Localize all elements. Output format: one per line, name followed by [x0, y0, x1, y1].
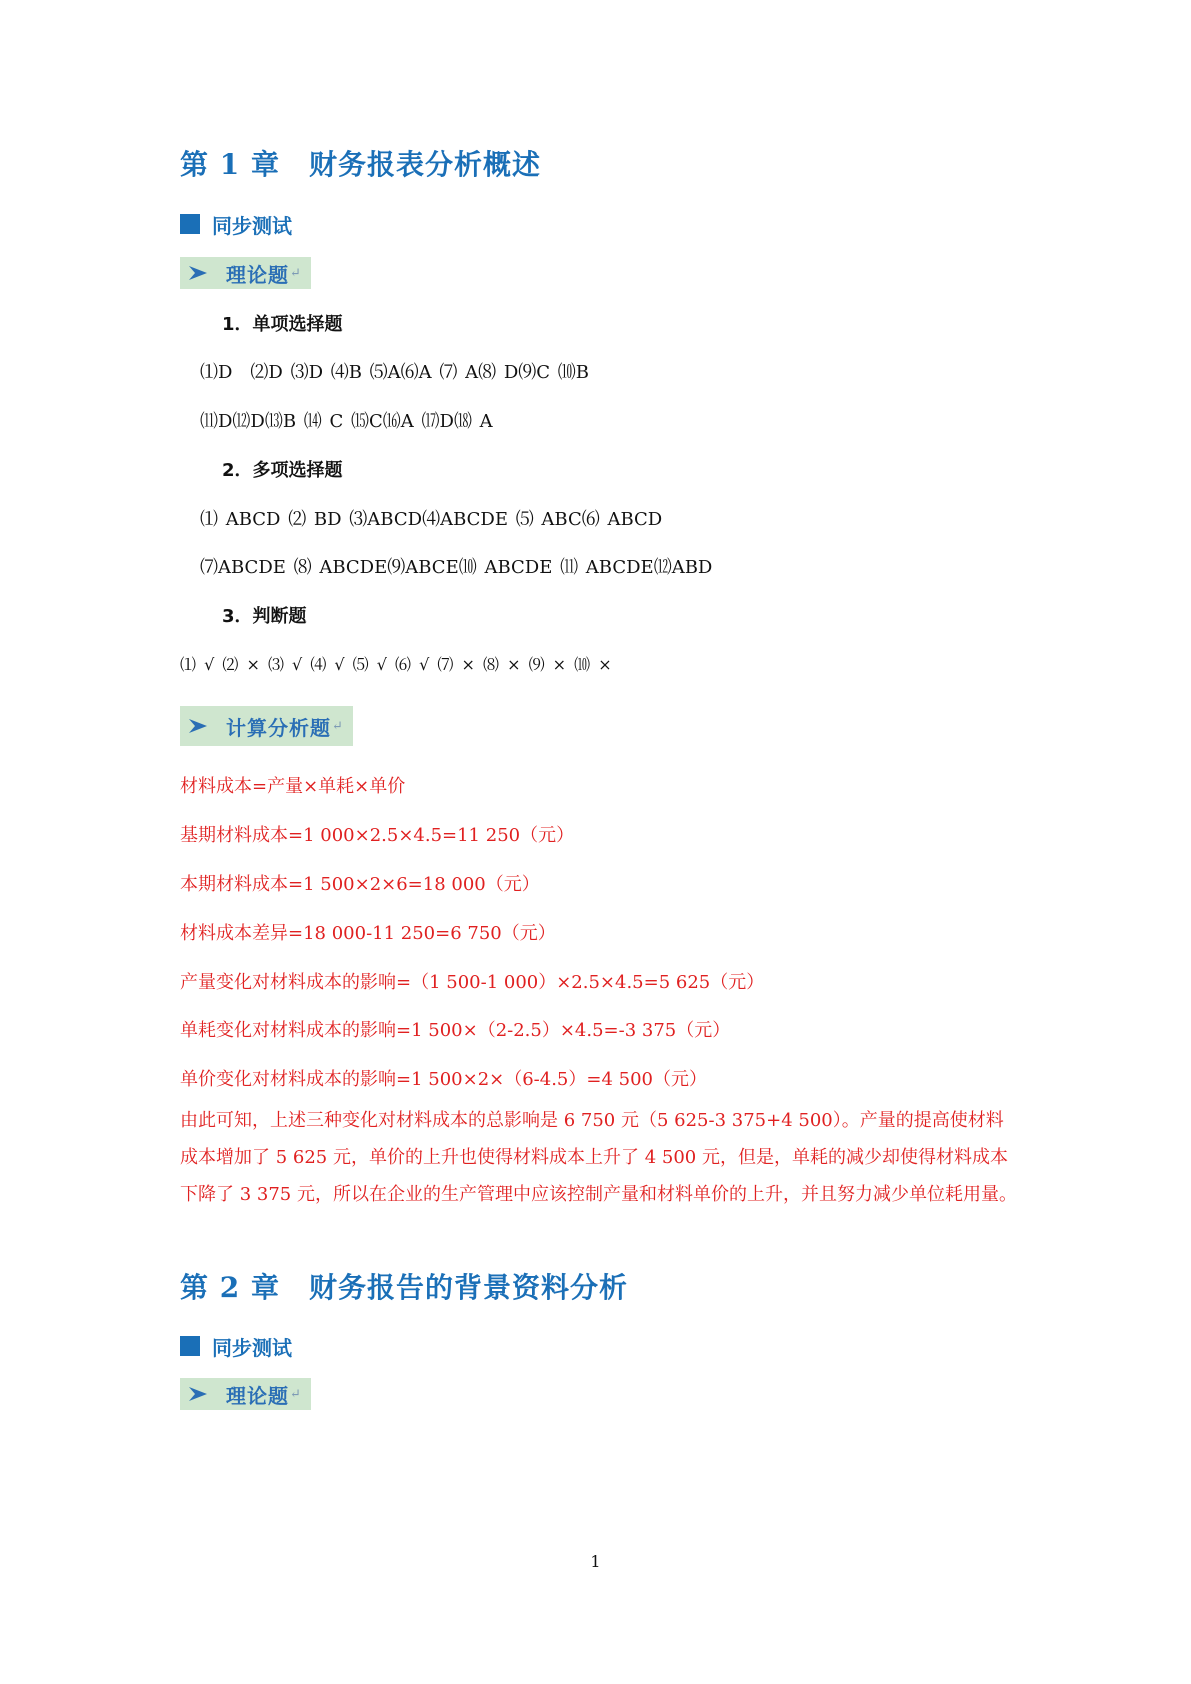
theory-tag-label: 理论题	[226, 262, 289, 287]
q1-heading: 1．单项选择题	[222, 314, 343, 335]
calc-line: 材料成本差异=18 000-11 250=6 750（元）	[180, 923, 556, 944]
q3-heading: 3．判断题	[222, 606, 307, 627]
theory-tag	[180, 1378, 311, 1410]
section-heading-sync-test	[180, 1334, 292, 1358]
q2-heading: 2．多项选择题	[222, 460, 343, 481]
calc-line: 基期材料成本=1 000×2.5×4.5=11 250（元）	[180, 825, 575, 846]
section-heading-sync-test	[180, 212, 292, 236]
arrow-icon	[188, 1386, 208, 1402]
calc-line: 材料成本=产量×单耗×单价	[180, 776, 406, 797]
page-number: 1	[590, 1552, 601, 1571]
calc-line: 单价变化对材料成本的影响=1 500×2×（6-4.5）=4 500（元）	[180, 1069, 707, 1090]
section-heading-label: 同步测试	[212, 1335, 292, 1360]
calc-line: 本期材料成本=1 500×2×6=18 000（元）	[180, 874, 540, 895]
paragraph-mark-icon: ↵	[290, 265, 301, 281]
chapter-1-title: 第 1 章 财务报表分析概述	[180, 148, 541, 181]
paragraph-mark-icon: ↵	[290, 1386, 301, 1402]
calc-tag-label: 计算分析题	[226, 715, 331, 740]
chapter-2-title: 第 2 章 财务报告的背景资料分析	[180, 1271, 628, 1304]
q2-answers-line-2: ⑺ABCDE ⑻ ABCDE⑼ABCE⑽ ABCDE ⑾ ABCDE⑿ABD	[200, 557, 713, 578]
calc-tag	[180, 706, 353, 746]
q2-answers-line-1: ⑴ ABCD ⑵ BD ⑶ABCD⑷ABCDE ⑸ ABC⑹ ABCD	[200, 509, 663, 530]
arrow-icon	[188, 718, 208, 734]
paragraph-mark-icon: ↵	[332, 718, 343, 734]
theory-tag	[180, 257, 311, 289]
calc-line: 单耗变化对材料成本的影响=1 500×（2-2.5）×4.5=-3 375（元）	[180, 1020, 731, 1041]
calc-conclusion-paragraph: 由此可知，上述三种变化对材料成本的总影响是 6 750 元（5 625-3 375+4 500）。产量的提高使材料成本增加了 5 625 元，单价的上升也使得材料成本上升了 4 500 元，但是，单耗的减少却使得材料成本下降了 3 375 元，所以在企业的生产管理中应该控制产量和材料单价的上升，并且努力减少单位耗用量。	[180, 1110, 1017, 1205]
square-bullet-icon	[180, 1336, 200, 1356]
square-bullet-icon	[180, 214, 200, 234]
arrow-icon	[188, 265, 208, 281]
q1-answers-line-1: ⑴D ⑵D ⑶D ⑷B ⑸A⑹A ⑺ A⑻ D⑼C ⑽B	[200, 362, 590, 383]
section-heading-label: 同步测试	[212, 213, 292, 238]
q1-answers-line-2: ⑾D⑿D⒀B ⒁ C ⒂C⒃A ⒄D⒅ A	[200, 411, 493, 432]
theory-tag-label: 理论题	[226, 1383, 289, 1408]
calc-line: 产量变化对材料成本的影响=（1 500-1 000）×2.5×4.5=5 625（元）	[180, 972, 765, 993]
q3-answers-line-1: ⑴ √ ⑵ × ⑶ √ ⑷ √ ⑸ √ ⑹ √ ⑺ × ⑻ × ⑼ × ⑽ ×	[180, 655, 613, 674]
